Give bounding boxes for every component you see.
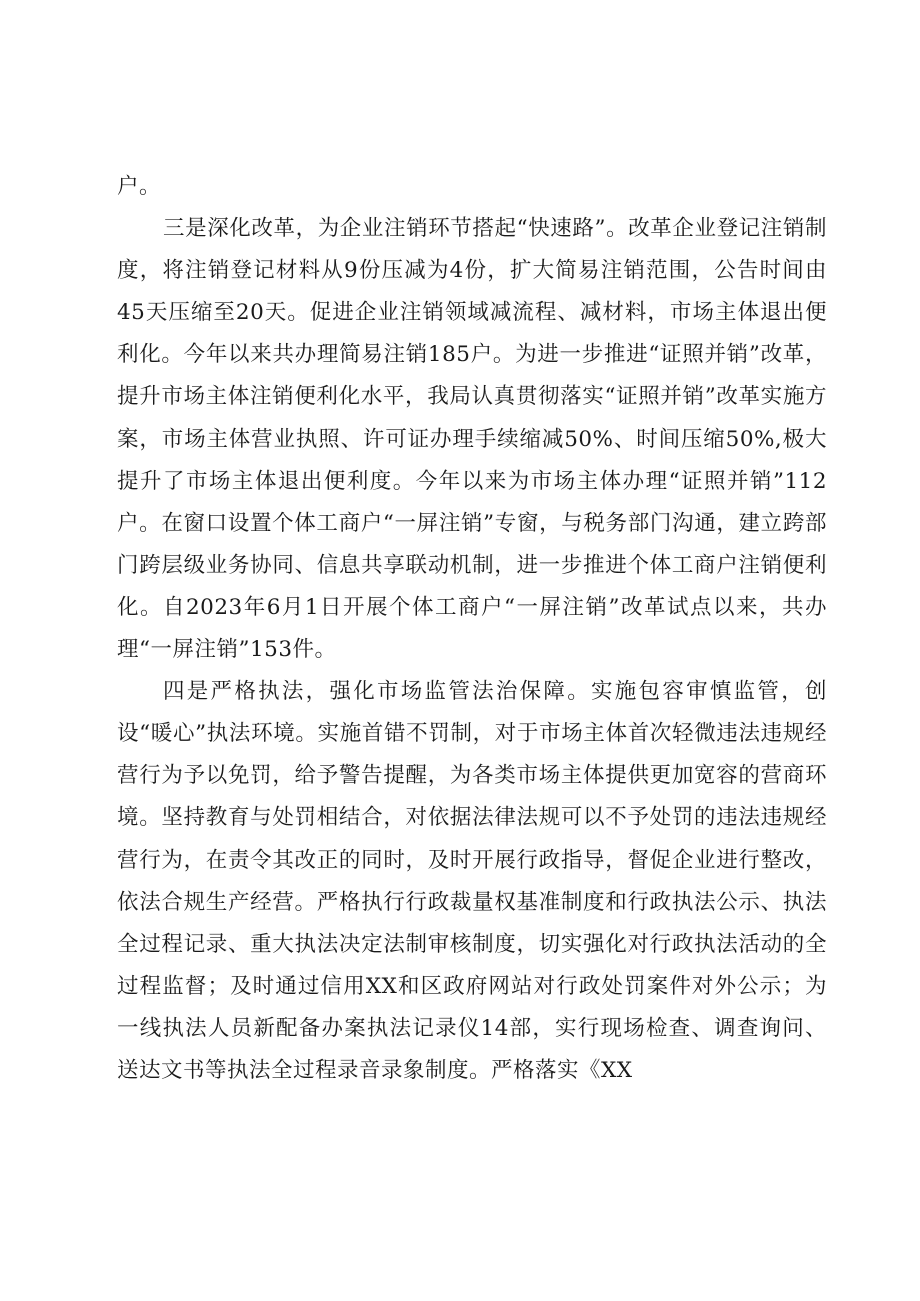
paragraph-reform: 三是深化改革，为企业注销环节搭起“快速路”。改革企业登记注销制度，将注销登记材料从9份压减为4份，扩大简易注销范围，公告时间由45天压缩至20天。促进企业注销领域减流程、减材料，市场主体退出便利化。今年以来共办理简易注销185户。为进一步推进“证照并销”改革，提升市场主体注销便利化水平，我局认真贯彻落实“证照并销”改革实施方案，市场主体营业执照、许可证办理手续缩减50%、时间压缩50%,极大提升了市场主体退出便利度。今年以来为市场主体办理“证照并销”112户。在窗口设置个体工商户“一屏注销”专窗，与税务部门沟通，建立跨部门跨层级业务协同、信息共享联动机制，进一步推进个体工商户注销便利化。自2023年6月1日开展个体工商户“一屏注销”改革试点以来，共办理“一屏注销”153件。 (117, 216, 827, 663)
paragraph-enforcement: 四是严格执法，强化市场监管法治保障。实施包容审慎监管，创设“暖心”执法环境。实施首错不罚制，对于市场主体首次轻微违法违规经营行为予以免罚，给予警告提醒，为各类市场主体提供更加宽容的营商环境。坚持教育与处罚相结合，对依据法律法规可以不予处罚的违法违规经营行为，在责令其改正的同时，及时开展行政指导，督促企业进行整改，依法合规生产经营。严格执行行政裁量权基准制度和行政执法公示、执法全过程记录、重大执法决定法制审核制度，切实强化对行政执法活动的全过程监督；及时通过信用XX和区政府网站对行政处罚案件对外公示；为一线执法人员新配备办案执法记录仪14部，实行现场检查、调查询问、送达文书等执法全过程录音录象制度。严格落实《XX (117, 679, 827, 1083)
document-body (117, 166, 827, 1092)
paragraph-continuation: 户。 (117, 174, 162, 199)
